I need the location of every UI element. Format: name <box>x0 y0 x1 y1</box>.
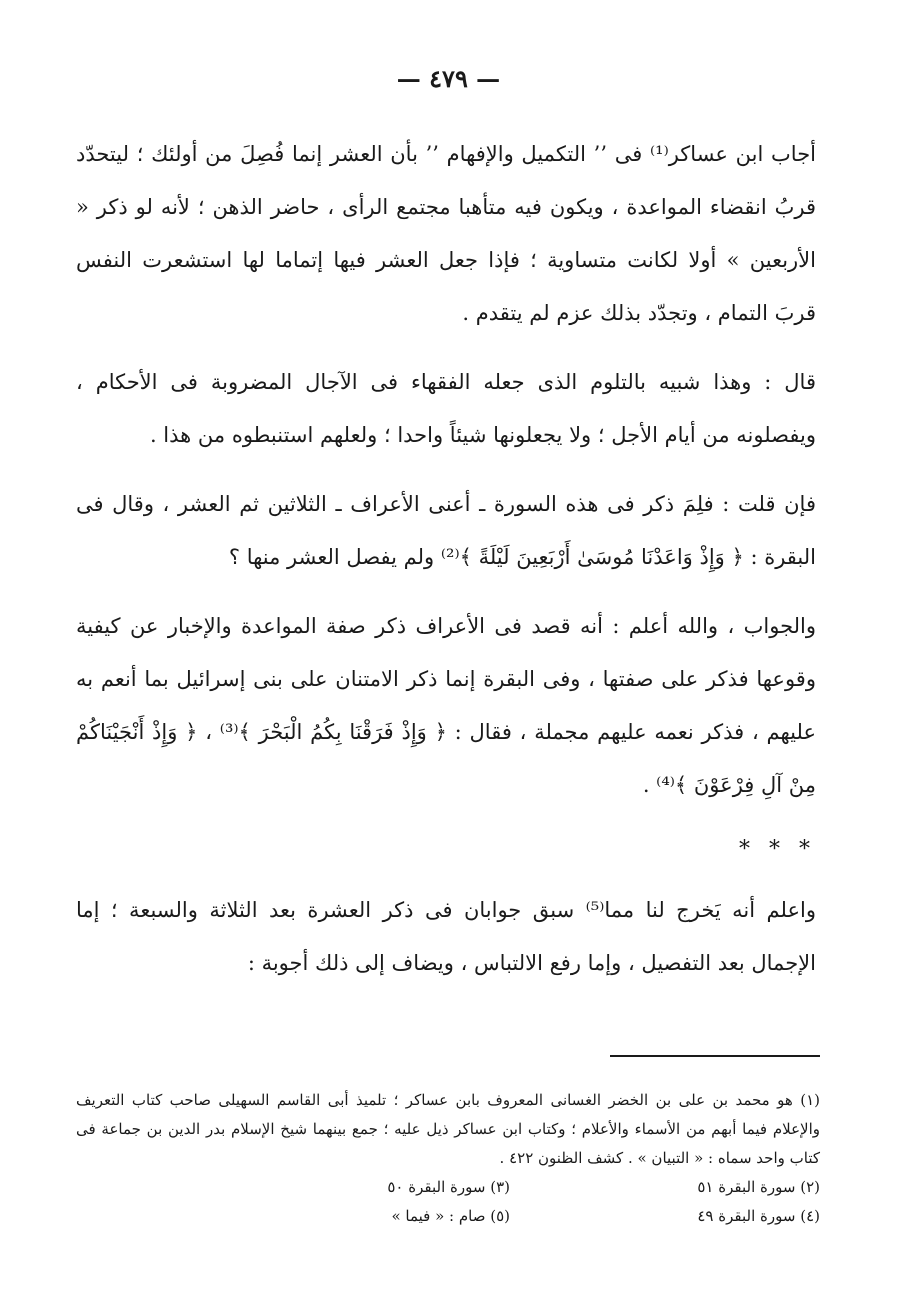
footnote-separator <box>610 1055 820 1057</box>
paragraph-4: والجواب ، والله أعلم : أنه قصد فى الأعراف ذكر صفة المواعدة والإخبار عن كيفية وقوعها فذكر على صفتها ، وفى البقرة إنما ذكر الامتنان على بنى إسرائيل بما أنعم به عليهم ، فذكر نعمه عليهم مجملة ، فقال : ﴿ وَإِذْ فَرَقْنَا بِكُمُ الْبَحْرَ ﴾⁽³⁾ ، ﴿ وَإِذْ أَنْجَيْنَاكُمْ مِنْ آلِ فِرْعَوْنَ ﴾⁽⁴⁾ . <box>76 614 816 797</box>
footnote-row-2-3 <box>76 1173 820 1202</box>
footnote-3: (٣) سورة البقرة ٥٠ <box>387 1178 510 1196</box>
section-divider-stars: * * * <box>739 837 816 862</box>
paragraph-1: أجاب ابن عساكر⁽¹⁾ فى ’’ التكميل والإفهام ’’ بأن العشر إنما فُصِلَ من أولئك ؛ ليتحدّد قربُ انقضاء المواعدة ، ويكون فيه متأهبا مجتمع الرأى ، حاضر الذهن ؛ لأنه لو ذكر « الأربعين » أولا لكانت متساوية ؛ فإذا جعل العشر فيها إتماما لها استشعرت النفس قربَ التمام ، وتجدّد بذلك عزم لم يتقدم . <box>76 142 817 325</box>
footnotes <box>76 1086 820 1231</box>
footnote-5: (٥) صام : « فيما » <box>391 1207 510 1225</box>
footnote-row-4-5 <box>76 1202 820 1231</box>
page-number: — ٤٧٩ — <box>396 64 501 93</box>
paragraph-2: قال : وهذا شبيه بالتلوم الذى جعله الفقهاء فى الآجال المضروبة فى الأحكام ، ويفصلونه من أيام الأجل ؛ ولا يجعلونها شيئاً واحدا ؛ ولعلهم استنبطوه من هذا . <box>76 370 816 447</box>
paragraph-3: فإن قلت : فلِمَ ذكر فى هذه السورة ـ أعنى الأعراف ـ الثلاثين ثم العشر ، وقال فى البقرة : ﴿ وَإِذْ وَاعَدْنَا مُوسَىٰ أَرْبَعِينَ لَيْلَةً ﴾⁽²⁾ ولم يفصل العشر منها ؟ <box>76 492 816 569</box>
paragraph-5: واعلم أنه يَخرج لنا مما⁽⁵⁾ سبق جوابان فى ذكر العشرة بعد الثلاثة والسبعة ؛ إما الإجمال بعد التفصيل ، وإما رفع الالتباس ، ويضاف إلى ذلك أجوبة : <box>76 898 816 975</box>
main-text <box>76 128 816 1006</box>
footnote-4: (٤) سورة البقرة ٤٩ <box>697 1207 820 1225</box>
footnote-2: (٢) سورة البقرة ٥١ <box>697 1178 820 1196</box>
footnote-1: (١) هو محمد بن على بن الخضر الغسانى المعروف بابن عساكر ؛ تلميذ أبى القاسم السهيلى صاحب كتاب التعريف والإعلام فيما أبهم من الأسماء والأعلام ؛ وكتاب ابن عساكر ذيل عليه ؛ جمع بينهما شيخ الإسلام بدر الدين بن جماعة فى كتاب واحد سماه : « التبيان » . كشف الظنون ٤٢٢ . <box>76 1091 820 1167</box>
